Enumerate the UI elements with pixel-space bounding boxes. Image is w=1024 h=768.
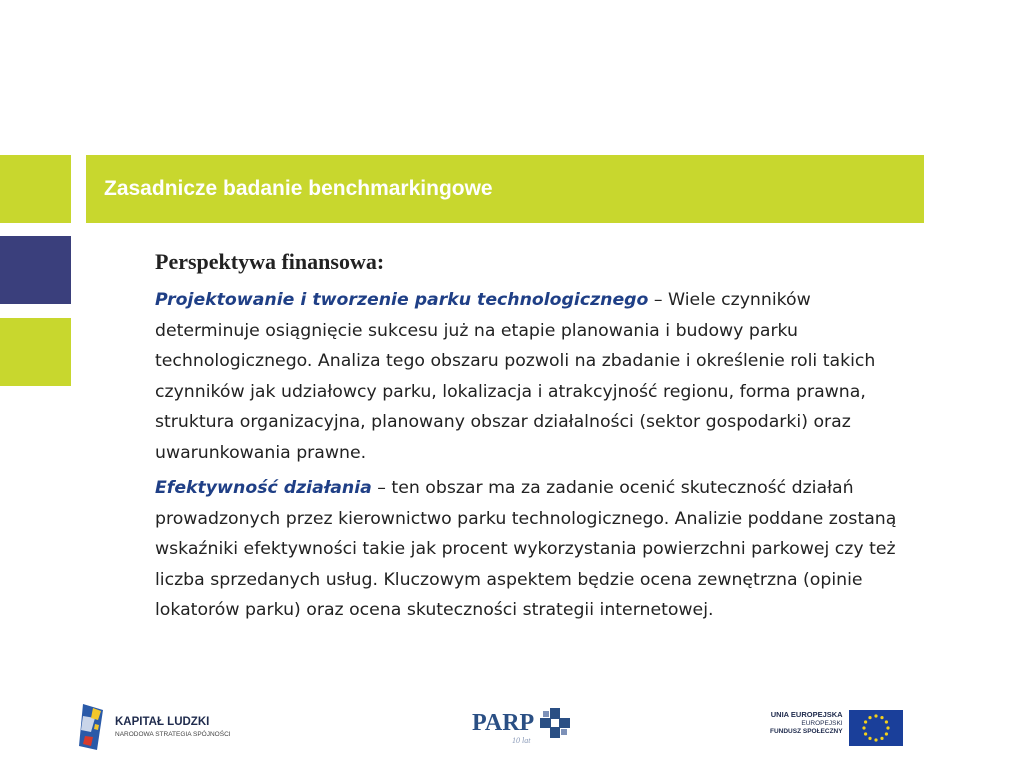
slide-content bbox=[155, 249, 915, 631]
eu-line-2: EUROPEJSKI bbox=[801, 720, 843, 727]
slide-title: Zasadnicze badanie benchmarkingowe bbox=[104, 177, 493, 200]
paragraph-efficiency bbox=[155, 473, 915, 626]
kapital-ludzki-emblem-icon bbox=[77, 702, 107, 752]
parp-logo bbox=[472, 706, 572, 745]
eu-line-1: UNIA EUROPEJSKA bbox=[770, 710, 843, 719]
kapital-ludzki-logo bbox=[77, 702, 231, 752]
term-efficiency: Efektywność działania bbox=[155, 478, 372, 498]
eu-logo bbox=[770, 710, 903, 746]
eu-flag-icon bbox=[849, 710, 903, 746]
paragraph-project-design bbox=[155, 285, 915, 468]
kapital-ludzki-subtitle: NARODOWA STRATEGIA SPÓJNOŚCI bbox=[115, 731, 231, 738]
accent-block-top bbox=[0, 155, 71, 223]
term-project-design: Projektowanie i tworzenie parku technologicznego bbox=[155, 290, 649, 310]
section-heading: Perspektywa finansowa: bbox=[155, 249, 385, 274]
footer-logos bbox=[0, 690, 1024, 768]
title-bar bbox=[86, 155, 924, 223]
parp-cross-emblem-icon bbox=[538, 706, 572, 740]
accent-block-middle bbox=[0, 236, 71, 304]
paragraph-project-design-text: – Wiele czynników determinuje osiągnięcie sukcesu już na etapie planowania i budowy parku technologicznego. Analiza tego obszaru pozwoli na zbadanie i określenie roli takich czynników jak udziałowcy parku, lokalizacja i atrakcyjność regionu, forma prawna, struktura organizacyjna, planowany obszar działalności (sektor gospodarki) oraz uwarunkowania prawne. bbox=[155, 290, 876, 463]
accent-block-bottom bbox=[0, 318, 71, 386]
eu-line-3: FUNDUSZ SPOŁECZNY bbox=[770, 728, 843, 735]
parp-name: PARP bbox=[472, 709, 535, 736]
parp-subtitle: 10 lat bbox=[512, 736, 531, 745]
paragraph-efficiency-text: – ten obszar ma za zadanie ocenić skuteczność działań prowadzonych przez kierownictwo parku technologicznego. Analizie poddane zostaną wskaźniki efektywności takie jak procent wykorzystania powierzchni parkowej czy też liczba sprzedanych usług. Kluczowym aspektem będzie ocena zewnętrzna (opinie lokatorów parku) oraz ocena skuteczności strategii internetowej. bbox=[155, 478, 897, 620]
kapital-ludzki-name: KAPITAŁ LUDZKI bbox=[115, 716, 210, 728]
